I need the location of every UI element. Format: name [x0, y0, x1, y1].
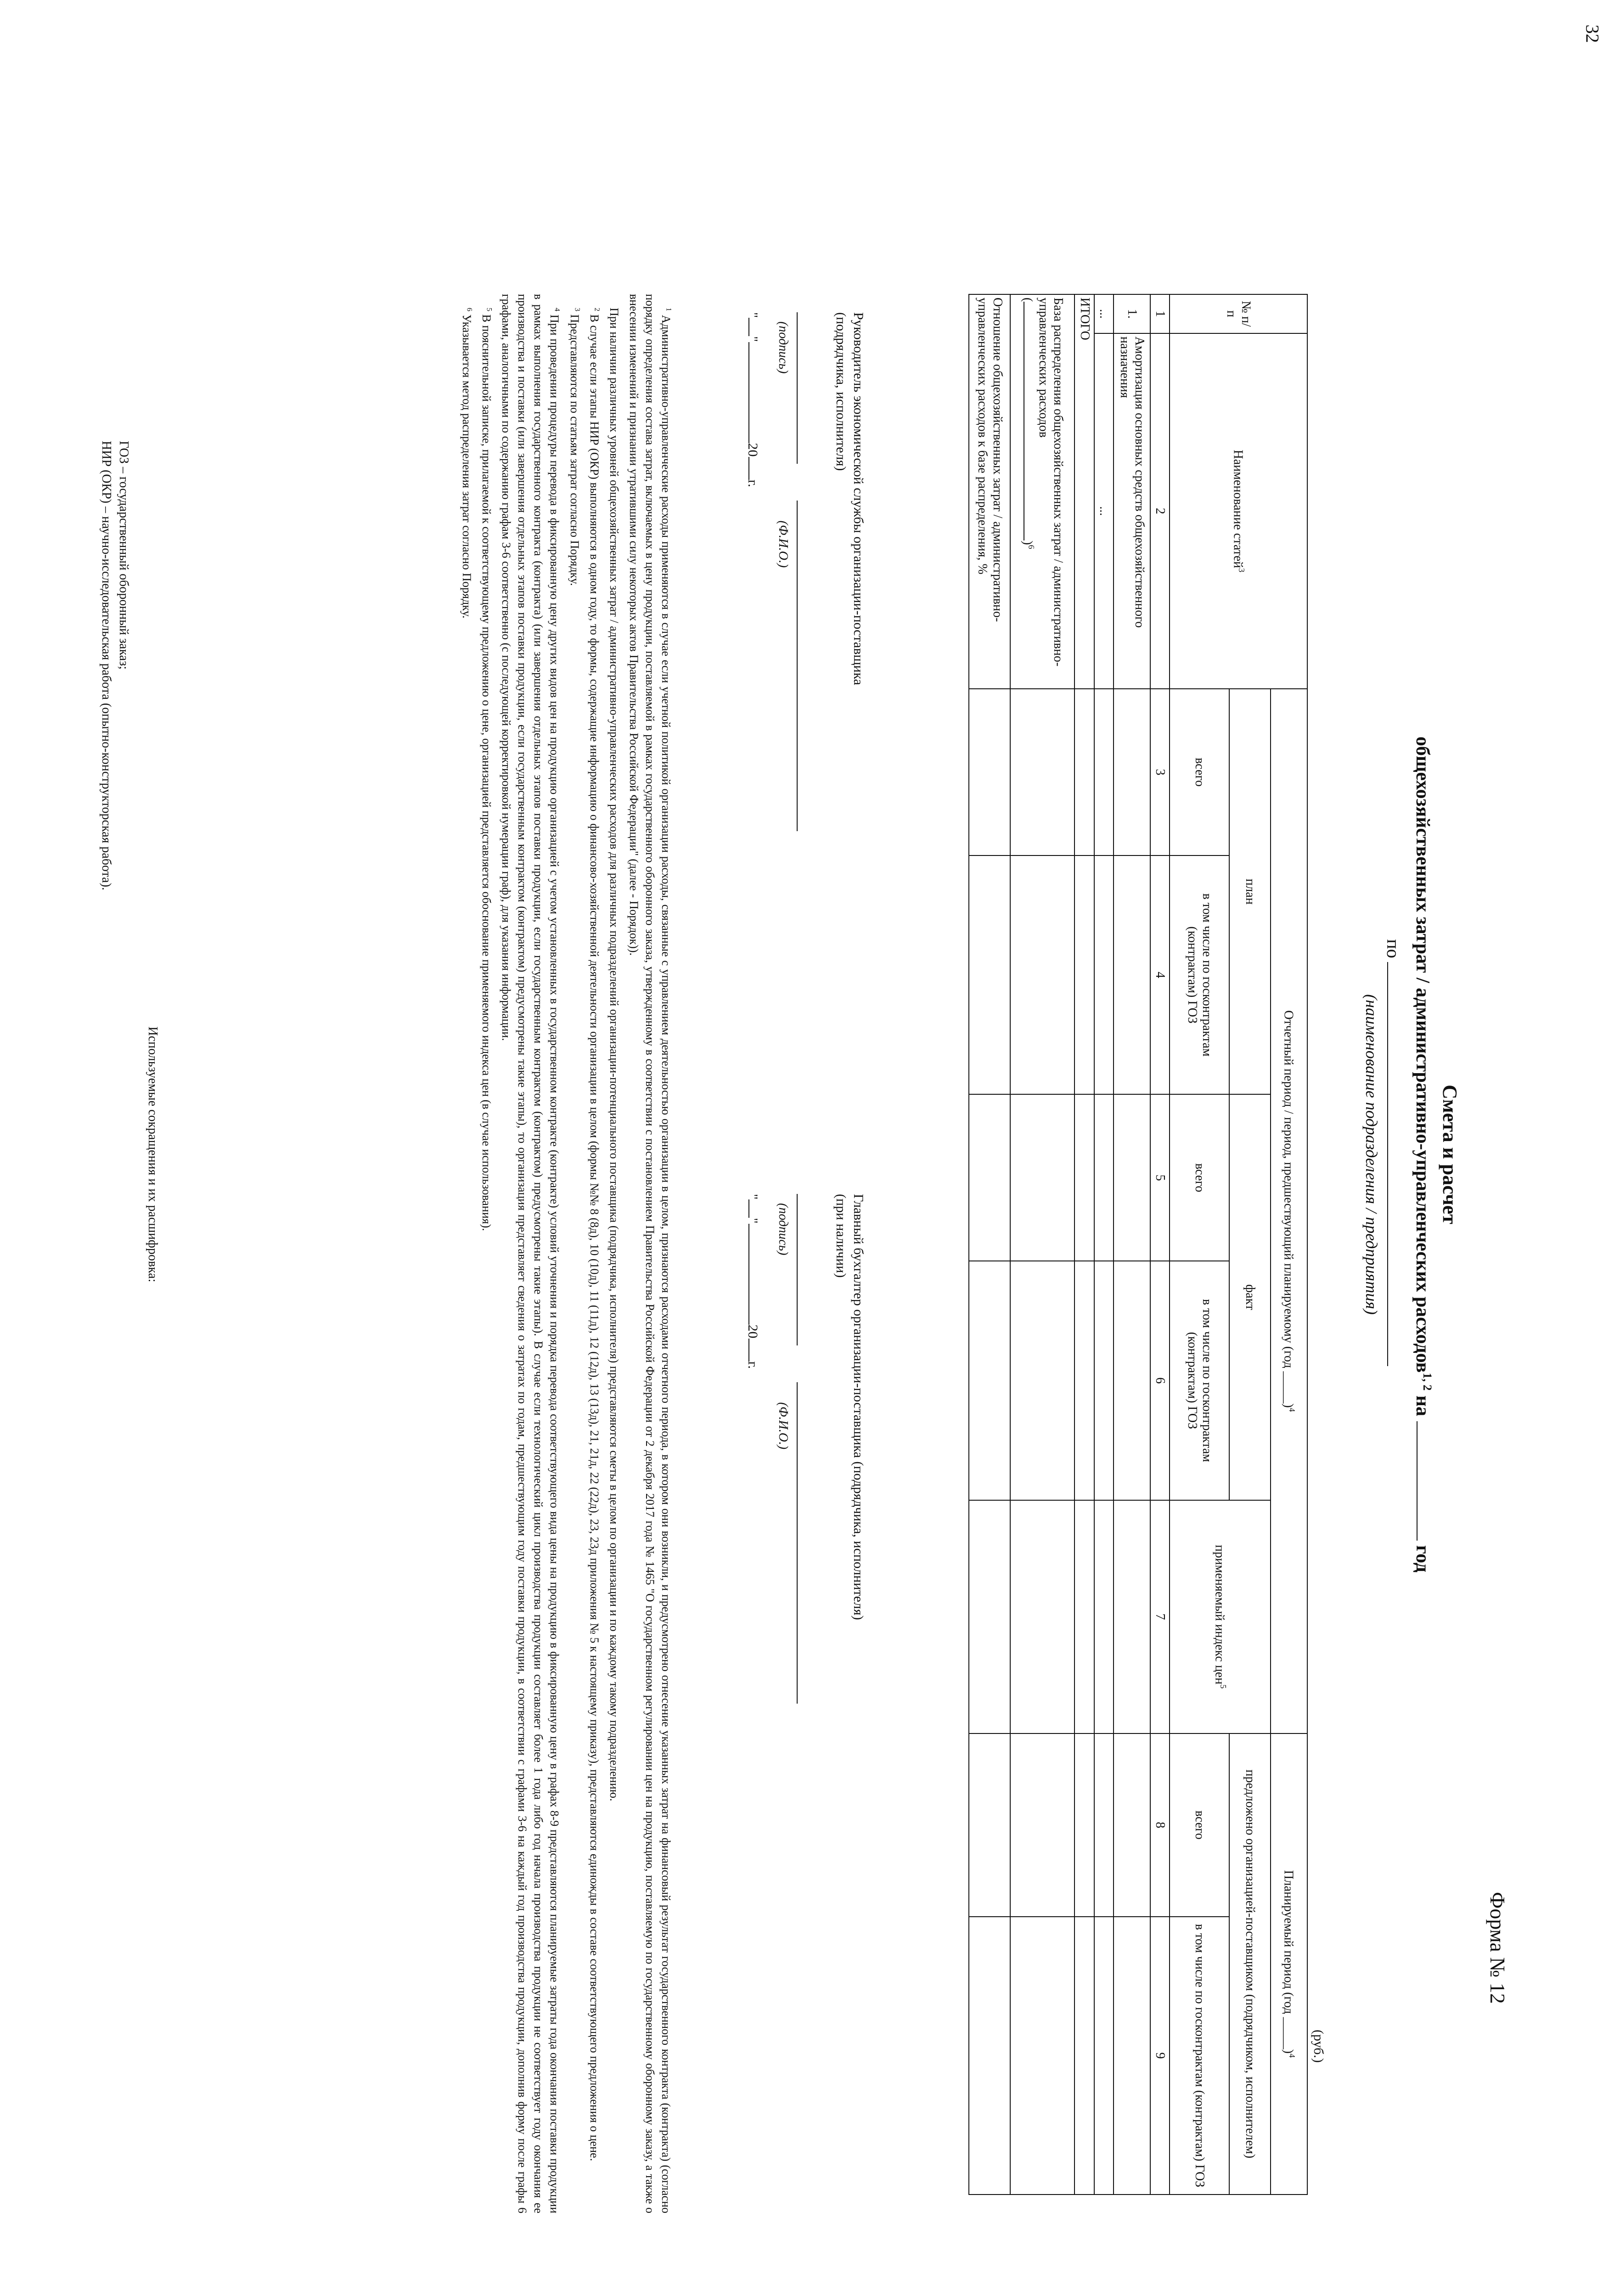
row-total: ИТОГО — [1074, 294, 1094, 689]
col-num: 7 — [1150, 1500, 1170, 1733]
form-number: Форма № 12 — [1486, 1892, 1509, 2004]
subtitle: (наименование подразделения / предприятия) — [1362, 994, 1381, 1315]
row-name: ... — [1094, 333, 1114, 689]
col-num: 4 — [1150, 855, 1170, 1094]
header-index: применяемый индекс цен$^5$ — [1170, 1500, 1271, 1733]
header-num: № п/п — [1170, 294, 1307, 333]
row-base: База распределения общехозяйственных затрат / административно-управленческих расходов ()$^6$ — [1010, 294, 1074, 689]
col-num: 9 — [1150, 1917, 1170, 2195]
header-reporting: Отчетный период / период, предшествующий планируемому (год _____)$^4$ — [1271, 689, 1307, 1733]
header-name: Наименование статей$^3$ — [1170, 333, 1307, 689]
title-line-1: Смета и расчет — [1439, 1085, 1461, 1224]
signature-economist: Руководитель экономической службы организации-поставщика (подрядчика, исполнителя) (подпись)(Ф.И.О.) ""20г. — [744, 312, 867, 863]
footnote-1b: При наличии различных уровней общехозяйственных затрат / административно-управленческих расходов для различных подразделений организации-потенциального поставщика (подрядчика, исполнителя) представляются сметы в целом по организации и по каждому такому подразделению. — [607, 308, 621, 1801]
footnotes — [455, 294, 674, 2213]
footnote-2: $^2$ В случае если этапы НИР (ОКР) выполняются в одном году, то формы, содержащие информацию о финансово-хозяйственной деятельности организации в целом (формы №№ 8 (8д), 10 (10д), 11 (11д), 12 (12д), 13 (13д), 21, 21д, 22 (22д), 23, 23д приложения № 5 к настоящему приказу), представляются единожды в составе соответствующего предложения о цене. — [587, 308, 601, 2161]
footnote-5: $^5$ В пояснительной записке, прилагаемой к соответствующему предложению о цене, организацией представляется обоснование применяемого индекса цен (в случае использования). — [480, 308, 494, 1231]
title-line-3: по — [1383, 0, 1404, 2296]
row-ratio: Отношение общехозяйственных затрат / административно-управленческих расходов к базе распределения, % — [969, 294, 1010, 689]
header-goz-6: в том числе по госконтрактам (контрактам) ГОЗ — [1170, 1261, 1229, 1500]
row-name: Амортизация основных средств общехозяйственного назначения — [1114, 333, 1150, 689]
col-num: 6 — [1150, 1261, 1170, 1500]
header-total-8: всего — [1170, 1733, 1229, 1917]
abbreviations-list: ГОЗ – государственный оборонный заказ; НИР (ОКР) – научно-исследовательская работа (опытно-конструкторская работа). — [99, 441, 131, 890]
header-fact: факт — [1229, 1094, 1271, 1500]
footnote-6: $^6$ Указывается метод распределения затрат согласно Порядку. — [460, 308, 473, 619]
footnote-1: $^1$ Административно-управленческие расходы применяются в случае если учетной политикой организации расходы, связанные с управлением деятельностью организации в целом, признаются расходами отчетного периода, в котором они возникли, и предусмотрено отнесение указанных затрат на финансовый результат государственного контракта (контракта) (согласно порядку определения состава затрат, включаемых в цену продукции, поставляемой в рамках государственного оборонного заказа, утвержденному в соответствии с постановлением Правительства Российской Федерации от 2 декабря 2017 года № 1465 "О государственном регулировании цен на продукцию, поставляемую по государственному оборонному заказу, а также о внесении изменений и признании утратившими силу некоторых актов Правительства Российской Федерации" (далее - Порядок)). — [627, 294, 673, 2213]
col-num: 3 — [1150, 689, 1170, 855]
header-plan: план — [1229, 689, 1271, 1094]
footnote-4: $^4$ При проведении процедуры перевода в фиксированную цену других видов цен на продукцию организацией с учетом установленных в государственном контракте (контракте) условий уточнения и порядка перевода соответствующего вида цены на продукцию в фиксированную цену в графах 8-9 представляются планируемые затраты года окончания поставки продукции в рамках выполнения государственного контракта (контракта) (или завершения отдельных этапов поставки продукции, если государственным контрактом (контрактом) предусмотрены такие этапы). В случае если технологический цикл производства продукции составляет более 1 года либо год начала производства продукции не соответствует году окончания ее производства и поставки (или завершения отдельных этапов поставки продукции, если государственным контрактом (контрактом) предусмотрены такие этапы), то организация представляет сведения о затратах по годам, предшествующим году поставки продукции, в соответствии с графами 3-6 на каждый год производства продукции, дополнив форму после графы 6 графами, аналогичными по содержанию графам 3-6 соответственно (с последующей корректировкой нумерации граф), для указания информации. — [500, 294, 562, 2213]
row-num: 1. — [1114, 294, 1150, 333]
unit-label: (руб.) — [1311, 2030, 1326, 2063]
footnote-3: $^3$ Представляются по статьям затрат согласно Порядку. — [568, 308, 581, 586]
col-num: 5 — [1150, 1094, 1170, 1261]
col-num: 8 — [1150, 1733, 1170, 1917]
estimate-table — [968, 294, 1308, 2195]
title-line-2: общехозяйственных затрат / административно-управленческих расходов$^{1, 2}$ на год — [1412, 736, 1434, 1573]
header-total-5: всего — [1170, 1094, 1229, 1261]
abbreviations-title: Используемые сокращения и их расшифровка: — [146, 1026, 160, 1283]
signature-accountant: Главный бухгалтер организации-поставщика (подрядчика, исполнителя) (при наличии) (подпись)(Ф.И.О.) ""20г. — [744, 1194, 867, 1837]
header-goz-4: в том числе по госконтрактам (контрактам) ГОЗ — [1170, 855, 1229, 1094]
row-num: ... — [1094, 294, 1114, 333]
col-num: 2 — [1150, 333, 1170, 689]
header-proposed: предложено организацией-поставщиком (подрядчиком, исполнителем) — [1229, 1733, 1271, 2195]
col-num: 1 — [1150, 294, 1170, 333]
page-number: 32 — [1582, 24, 1603, 43]
header-total-3: всего — [1170, 689, 1229, 855]
header-goz-9: в том числе по госконтрактам (контрактам) ГОЗ — [1170, 1917, 1229, 2195]
header-planned: Планируемый период (год _____)$^4$ — [1271, 1733, 1307, 2195]
